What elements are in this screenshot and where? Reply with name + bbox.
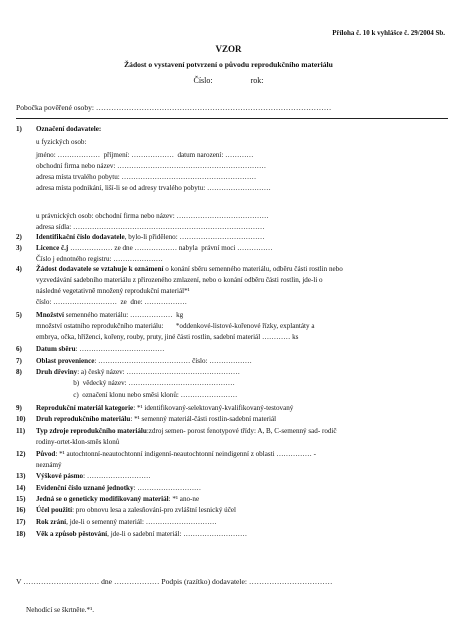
item-label: Druh reprodukčního materiálu (36, 415, 131, 423)
item-text: u právnických osob: obchodní firma nebo název: ………………………………… (36, 212, 269, 220)
form-line (16, 138, 86, 146)
number-row (0, 76, 457, 85)
form-line (16, 311, 183, 319)
item-number: 2) (16, 233, 22, 241)
item-number: 16) (16, 506, 26, 514)
item-text: c) označení klonu nebo směsi klonů: …………………… (36, 391, 238, 399)
annex-reference: Příloha č. 10 k vyhlášce č. 29/2004 Sb. (332, 29, 445, 37)
item-label: Výškové pásmo (36, 472, 84, 480)
item-text: adresa sídla: ……………………………………………………………………… (36, 223, 265, 231)
item-text: : ……………………… (83, 472, 151, 480)
item-text: b) vědecký název: ……………………………………… (36, 379, 235, 387)
form-line (16, 298, 187, 306)
item-label: Druh dřeviny (36, 368, 78, 376)
item-number: 10) (16, 415, 26, 423)
document-title: VZOR (215, 44, 242, 54)
item-label: Množství (36, 311, 64, 319)
item-text: : ……………………………… (75, 345, 165, 353)
item-text: rodiny-ortet-klon-směs klonů (36, 438, 120, 446)
form-line (16, 223, 265, 231)
number-label: Číslo: (193, 76, 213, 85)
item-number: 15) (16, 495, 26, 503)
item-text: adresa místa trvalého pobytu: ………………………………………………… (36, 173, 257, 181)
item-number: 1) (16, 125, 22, 133)
form-line (16, 265, 343, 273)
form-line (16, 472, 151, 480)
form-line (16, 484, 201, 492)
item-text: číslo: ……………………… ze dne: ……………… (36, 298, 187, 306)
item-label: Evidenční číslo uznané jednotky (36, 484, 134, 492)
form-line (16, 276, 323, 284)
item-text: adresa místa podnikání, liší-li se od adresy trvalého pobytu: ……………………… (36, 184, 271, 192)
form-line (16, 195, 36, 203)
item-label: Datum sběru (36, 345, 76, 353)
item-number: 14) (16, 484, 26, 492)
item-text: o konání sběru semenného materiálu, odběru části rostlin nebo (163, 265, 343, 273)
item-text: ……………… ze dne ……………… nabyla právní moci …………… (68, 244, 273, 252)
form-line (16, 530, 247, 538)
form-line (16, 391, 237, 399)
item-text: : ………………………………… číslo: ……………… (94, 357, 252, 365)
item-text: : *¹ semenný materiál-části rostlin-sadební materiál (130, 415, 277, 423)
form-line (16, 125, 101, 133)
form-line (16, 368, 240, 376)
form-line (16, 212, 269, 220)
form-line (16, 287, 190, 295)
item-text: množství ostatního reprodukčního materiálu: *oddenkové-listové-kořenové řízky, explantáty a (36, 322, 315, 330)
item-label: Oblast provenience (36, 357, 95, 365)
item-text: neznámý (36, 461, 62, 469)
item-label: Identifikační číslo dodavatele (36, 233, 125, 241)
form-line (16, 404, 293, 412)
item-number: 8) (16, 368, 22, 376)
form-line (16, 495, 199, 503)
item-text: vyzvedávání sadebního materiálu z přirozeného zmlazení, nebo o konání odběru části rostlin, jde-li o (36, 276, 323, 284)
form-line (16, 151, 254, 159)
item-number: 6) (16, 345, 22, 353)
form-line (16, 184, 271, 192)
item-number: 18) (16, 530, 26, 538)
item-number: 13) (16, 472, 26, 480)
item-text: : ……………………… (133, 484, 202, 492)
form-line (16, 162, 266, 170)
item-number: 7) (16, 357, 22, 365)
form-line (16, 415, 276, 423)
form-line (16, 345, 164, 353)
form-line (16, 233, 265, 241)
form-line (16, 461, 62, 469)
item-number: 4) (16, 265, 22, 273)
document-subtitle: Žádost o vystavení potvrzení o původu reprodukčního materiálu (124, 60, 333, 69)
item-label: Označení dodavatele: (36, 125, 102, 133)
item-text: embrya, očka, hříženci, kořeny, rouby, pruty, jiné části rostlin, sadební materiál ………… ks (36, 333, 299, 341)
item-text: následné vegetativně množený reprodukční materiál*¹ (36, 287, 190, 295)
item-label: Žádost dodavatele se vztahuje k oznámení (36, 265, 164, 273)
signature-line: V ………………………… dne ……………… Podpis (razítko) dodavatele: …………………………… (16, 577, 333, 586)
item-text: , jde-li o semenný materiál: ………………………… (66, 518, 217, 526)
form-line (16, 244, 273, 252)
item-text: jméno: ……………… příjmení: ……………… datum narození: ………… (36, 151, 254, 159)
item-label: Typ zdroje reprodukčního materiálu (36, 427, 147, 435)
form-line (16, 255, 163, 263)
item-text: obchodní firma nebo název: ……………………………………………………… (36, 162, 267, 170)
item-text: u fyzických osob: (36, 138, 87, 146)
form-line (16, 427, 337, 435)
item-number: 11) (16, 427, 26, 435)
item-number: 17) (16, 518, 26, 526)
footnote: Nehodící se škrtněte.*¹. (26, 606, 95, 614)
item-label: Licence č.j (36, 244, 69, 252)
form-line (16, 379, 235, 387)
item-text: : *¹ ano-ne (168, 495, 200, 503)
form-line (16, 506, 236, 514)
item-text: : *¹ autochtonní-neautochtonní indigenní-neautochtonní neindigenní z oblasti …………… - (55, 450, 316, 458)
form-line (16, 173, 256, 181)
form-line (16, 322, 315, 330)
branch-field: Pobočka pověřené osoby: ………………………………………………………………………………… (16, 103, 332, 112)
divider (16, 118, 448, 119)
item-number: 12) (16, 450, 26, 458)
item-label: Účel použití (36, 506, 73, 514)
form-line (16, 357, 252, 365)
year-label: rok: (250, 76, 264, 85)
item-label: Věk a způsob pěstování (36, 530, 108, 538)
item-text: , bylo-li přiděleno: ……………………………… (124, 233, 265, 241)
form-line (16, 518, 217, 526)
form-line (16, 333, 298, 341)
item-label: Reprodukční materiál kategorie (36, 404, 134, 412)
item-label: Původ (36, 450, 56, 458)
item-number: 9) (16, 404, 22, 412)
item-text: , jde-li o sadební materiál: ……………………… (107, 530, 248, 538)
item-text: : *¹ identifikovaný-selektovaný-kvalifikovaný-testovaný (133, 404, 294, 412)
item-label: Rok zrání (36, 518, 67, 526)
item-text: : a) český název: ………………………………………… (77, 368, 240, 376)
item-number: 3) (16, 244, 22, 252)
item-label: Jedná se o geneticky modifikovaný materiál (36, 495, 169, 503)
form-line (16, 450, 316, 458)
item-text: Číslo j ednotného registru: ………………… (36, 255, 163, 263)
item-text: semenného materiálu: ……………… kg (63, 311, 184, 319)
item-number: 5) (16, 311, 22, 319)
item-text: :zdroj semen- porost fenotypové třídy: A, B, C-semenný sad- rodič (146, 427, 337, 435)
item-text: : pro obnovu lesa a zalesňování-pro zvláštní lesnický účel (72, 506, 236, 514)
form-line (16, 438, 119, 446)
